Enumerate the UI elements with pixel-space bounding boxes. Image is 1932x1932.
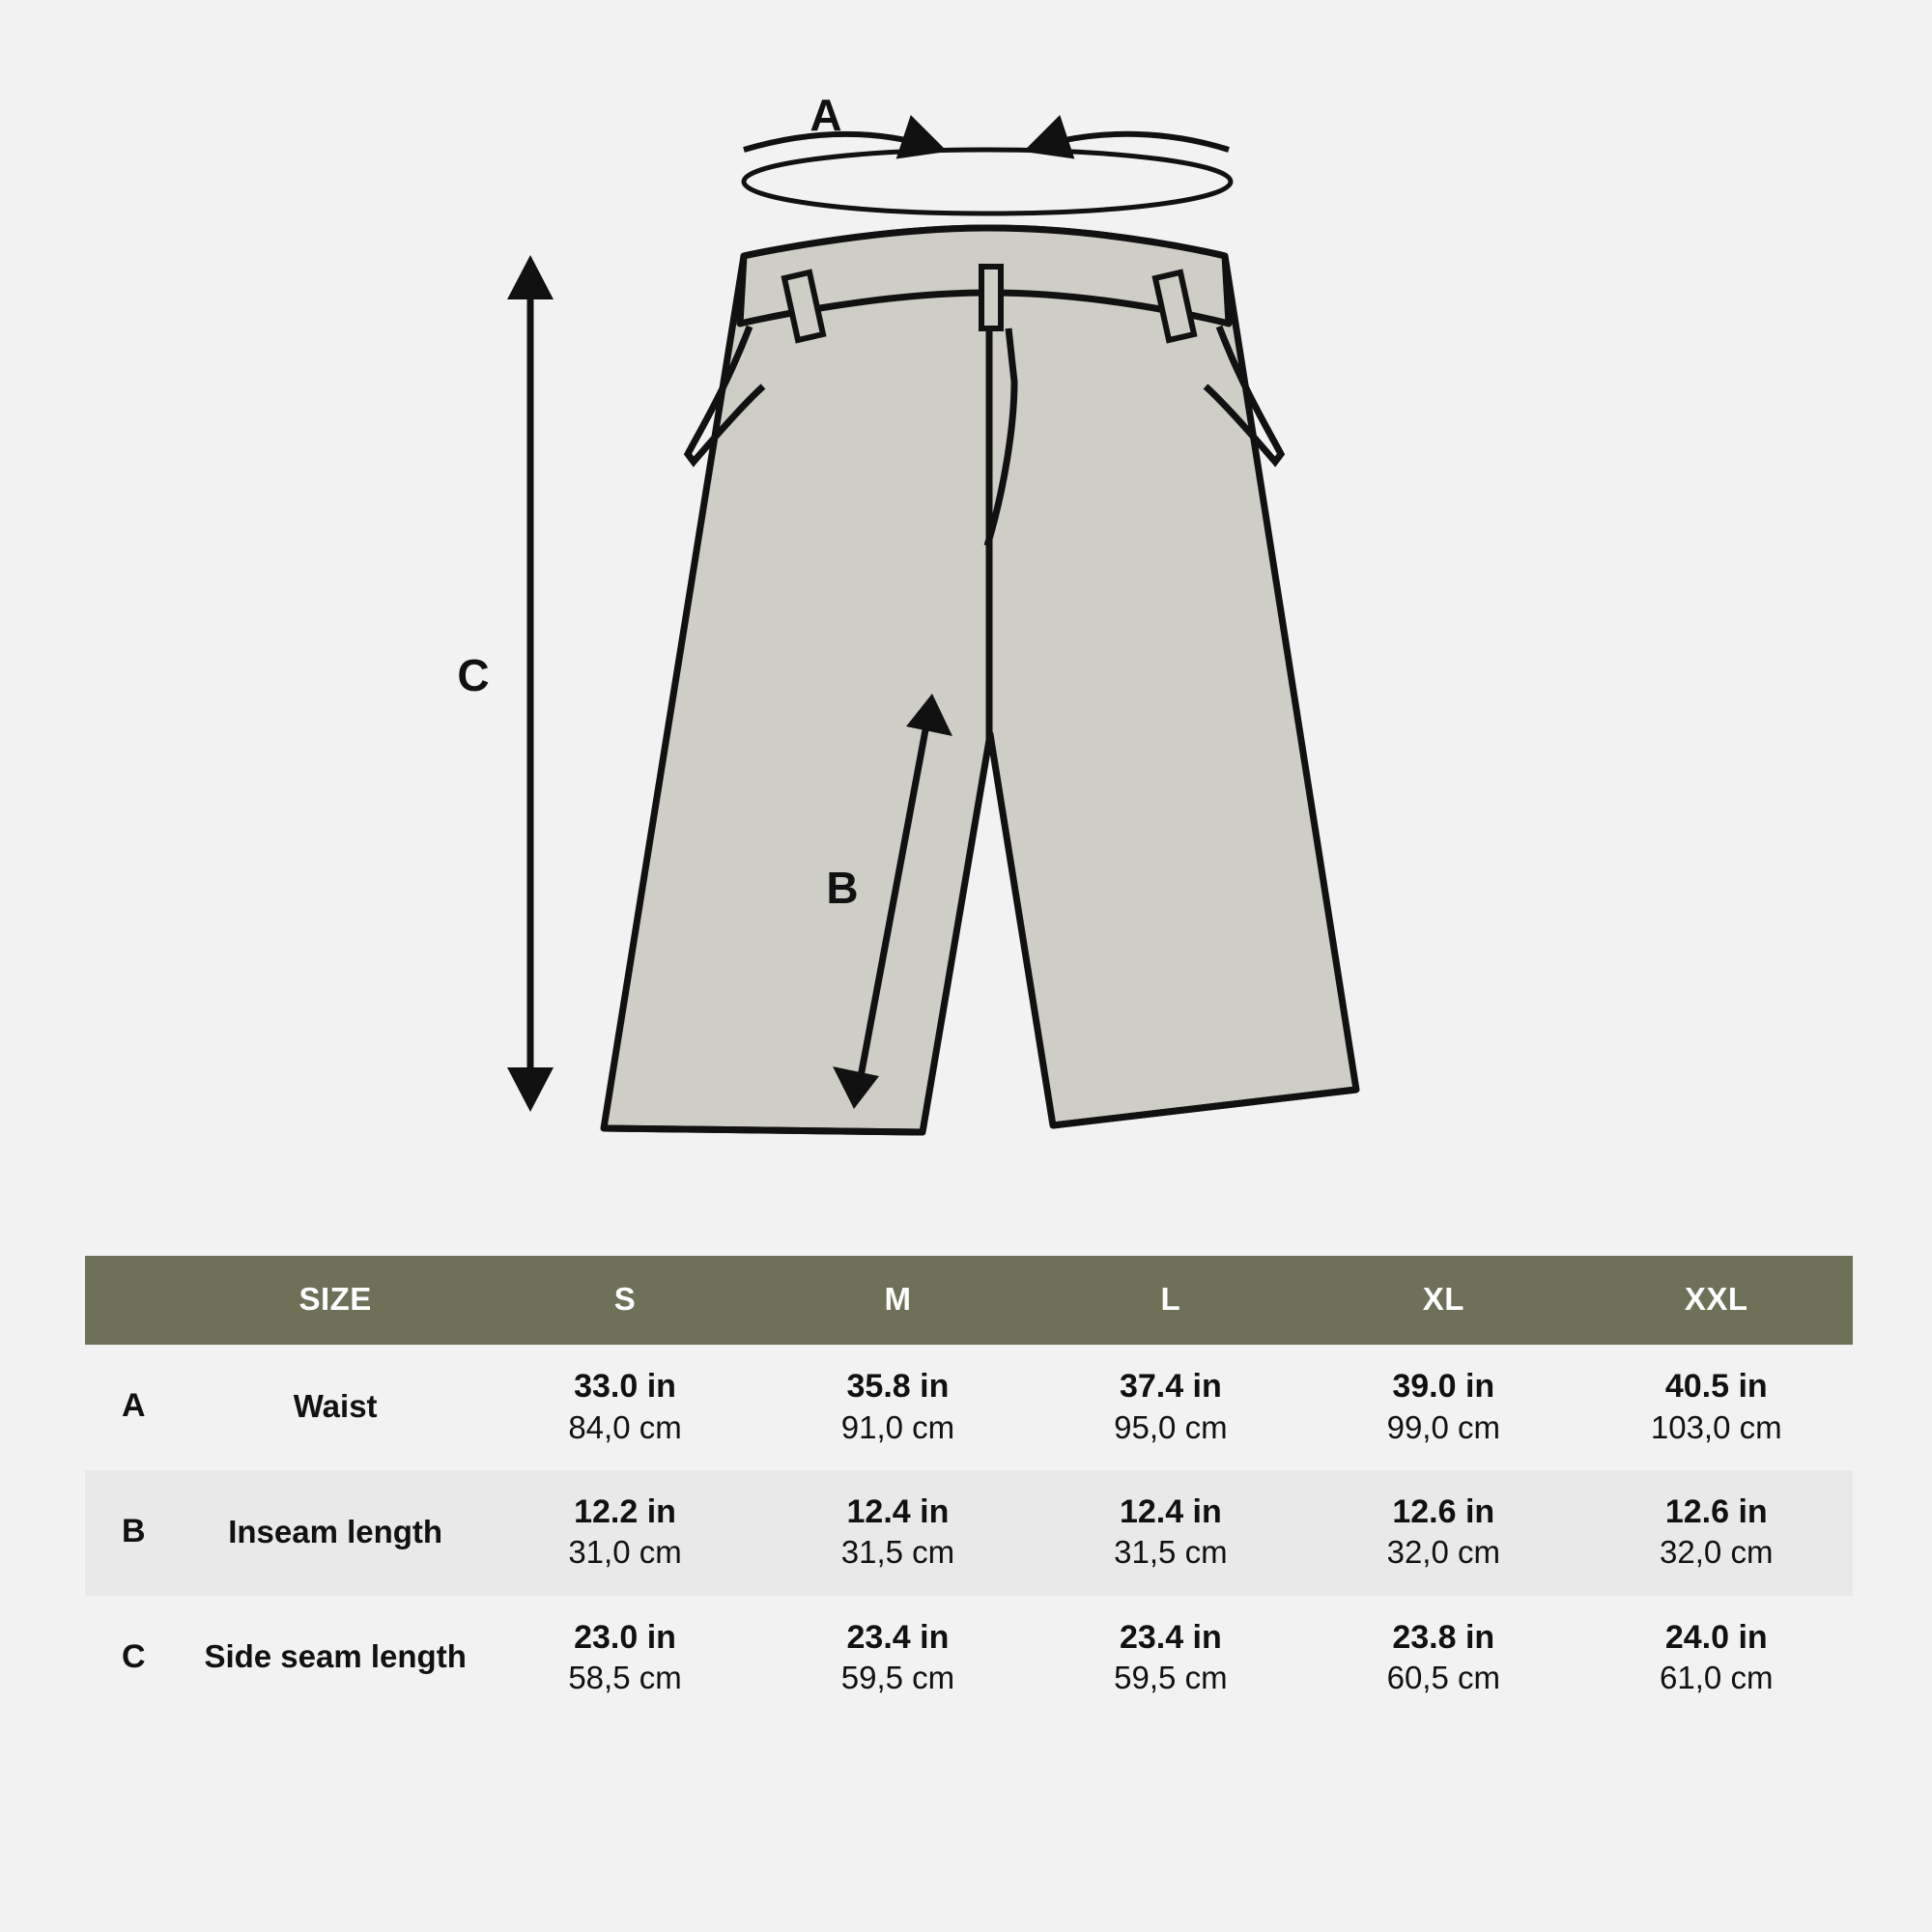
cell-inseam-xxl bbox=[1580, 1470, 1854, 1596]
value-inches: 23.4 in bbox=[1119, 1618, 1222, 1656]
row-measurement-name: Waist bbox=[182, 1345, 488, 1470]
cell-waist-s bbox=[489, 1345, 761, 1470]
table-row bbox=[85, 1345, 1853, 1470]
cell-waist-l bbox=[1035, 1345, 1307, 1470]
side-seam-measure-indicator bbox=[507, 255, 554, 1112]
value-cm: 59,5 cm bbox=[1114, 1660, 1228, 1695]
value-cm: 91,0 cm bbox=[840, 1408, 955, 1445]
value-inches: 33.0 in bbox=[574, 1368, 676, 1405]
header-size-s: S bbox=[489, 1256, 761, 1345]
value-cm: 32,0 cm bbox=[1660, 1534, 1774, 1571]
row-letter: B bbox=[85, 1470, 182, 1596]
value-inches: 40.5 in bbox=[1664, 1368, 1768, 1405]
table-header-row bbox=[85, 1256, 1853, 1345]
value-inches: 12.4 in bbox=[846, 1492, 950, 1530]
value-inches: 37.4 in bbox=[1119, 1368, 1222, 1405]
cell-inseam-m bbox=[761, 1470, 1034, 1596]
header-size-xxl: XXL bbox=[1580, 1256, 1854, 1345]
header-size: SIZE bbox=[182, 1256, 488, 1345]
value-inches: 23.8 in bbox=[1392, 1618, 1495, 1656]
row-letter: C bbox=[85, 1596, 182, 1721]
value-cm: 60,5 cm bbox=[1386, 1660, 1500, 1695]
row-measurement-name: Side seam length bbox=[182, 1596, 488, 1721]
table-header bbox=[85, 1256, 1853, 1345]
cell-sideseam-s bbox=[489, 1596, 761, 1721]
header-size-l: L bbox=[1035, 1256, 1307, 1345]
cell-waist-xl bbox=[1307, 1345, 1579, 1470]
header-letter-col bbox=[85, 1256, 182, 1345]
cell-inseam-xl bbox=[1307, 1470, 1579, 1596]
value-cm: 31,5 cm bbox=[840, 1534, 955, 1571]
row-letter: A bbox=[85, 1345, 182, 1470]
value-inches: 35.8 in bbox=[846, 1368, 950, 1405]
value-inches: 12.6 in bbox=[1392, 1492, 1495, 1530]
table-row bbox=[85, 1470, 1853, 1596]
label-waist-letter: A bbox=[810, 90, 842, 140]
table-row bbox=[85, 1596, 1853, 1721]
row-measurement-name: Inseam length bbox=[182, 1470, 488, 1596]
value-inches: 23.4 in bbox=[846, 1618, 950, 1656]
value-cm: 32,0 cm bbox=[1386, 1534, 1500, 1571]
value-inches: 39.0 in bbox=[1392, 1368, 1495, 1405]
waist-measure-indicator bbox=[744, 134, 1231, 213]
value-cm: 31,5 cm bbox=[1114, 1534, 1228, 1571]
label-side-seam-letter: C bbox=[457, 650, 490, 700]
cell-sideseam-l bbox=[1035, 1596, 1307, 1721]
cell-sideseam-xxl bbox=[1580, 1596, 1854, 1721]
value-inches: 23.0 in bbox=[574, 1618, 676, 1656]
cell-inseam-l bbox=[1035, 1470, 1307, 1596]
shorts-illustration bbox=[604, 228, 1356, 1132]
cell-waist-xxl bbox=[1580, 1345, 1854, 1470]
cell-sideseam-xl bbox=[1307, 1596, 1579, 1721]
value-cm: 59,5 cm bbox=[840, 1660, 955, 1695]
value-cm: 95,0 cm bbox=[1114, 1408, 1228, 1445]
value-inches: 24.0 in bbox=[1664, 1618, 1768, 1656]
value-cm: 103,0 cm bbox=[1650, 1408, 1782, 1445]
table-body bbox=[85, 1345, 1853, 1720]
value-cm: 58,5 cm bbox=[568, 1660, 682, 1695]
value-inches: 12.2 in bbox=[574, 1492, 676, 1530]
value-cm: 61,0 cm bbox=[1660, 1660, 1774, 1695]
header-size-xl: XL bbox=[1307, 1256, 1579, 1345]
cell-sideseam-m bbox=[761, 1596, 1034, 1721]
header-size-m: M bbox=[761, 1256, 1034, 1345]
size-chart-table bbox=[85, 1256, 1853, 1720]
label-inseam-letter: B bbox=[826, 863, 859, 913]
value-cm: 84,0 cm bbox=[568, 1408, 682, 1445]
value-cm: 31,0 cm bbox=[568, 1534, 682, 1571]
cell-inseam-s bbox=[489, 1470, 761, 1596]
value-inches: 12.4 in bbox=[1119, 1492, 1222, 1530]
value-inches: 12.6 in bbox=[1664, 1492, 1768, 1530]
value-cm: 99,0 cm bbox=[1386, 1408, 1500, 1445]
cell-waist-m bbox=[761, 1345, 1034, 1470]
